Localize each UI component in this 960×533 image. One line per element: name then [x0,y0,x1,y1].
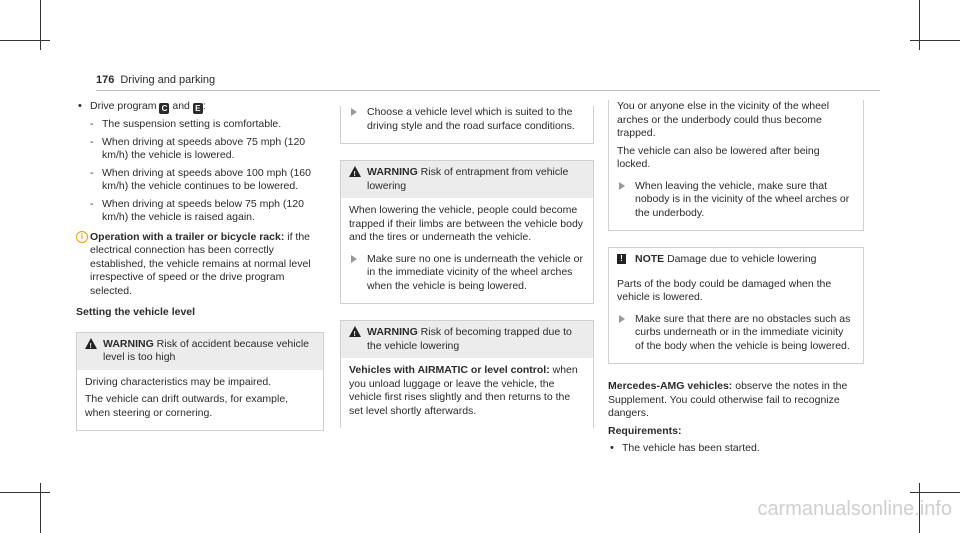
warning-header: ! WARNING Risk of entrapment from vehicle lowering [341,161,593,198]
column-2 [340,100,594,444]
list-item: - When driving at speeds above 75 mph (120 km/h) the vehicle is lowered. [76,136,324,163]
warning-body: Vehicles with AIRMATIC or level control: when you unload luggage or leave the vehicle, the vehicle first rises slightly and then returns to the set level shortly afterwards. [349,364,578,417]
column-3 [608,100,864,460]
step-item: Make sure no one is underneath the vehicle or in the immediate vicinity of the wheel arches when the vehicle is being lowered. [349,253,585,294]
warning-body: Driving characteristics may be impaired. The vehicle can drift outwards, for example, when steering or cornering. [85,375,289,419]
warning-box [76,332,324,432]
note-header: ! NOTE Damage due to vehicle lowering [609,248,863,272]
amg-paragraph: Mercedes-AMG vehicles: observe the notes in the Supplement. You could otherwise fail to recognize dangers. [608,380,848,419]
warning-body: When lowering the vehicle, people could become trapped if their limbs are between the vehicle body and the tires or underneath the vehicle. Make sure no one is underneath the vehicle or in the immediate vicinity of the wheel arches when the vehicle is being lowered. [349,204,584,292]
section-title: Driving and parking [120,74,216,86]
key-c-icon: C [159,103,169,114]
list-item: - When driving at speeds above 100 mph (160 km/h) the vehicle continues to be lowered. [76,167,324,194]
note-box [608,247,864,364]
warning-header: ! WARNING Risk of accident because vehicle level is too high [77,333,323,370]
crop-mark [40,0,41,50]
warning-icon [85,338,97,349]
note-body: Parts of the body could be damaged when the vehicle is lowered. Make sure that there are no obstacles such as curbs underneath or in the immediate vicinity of the body when the vehicle is being lowered. [609,272,863,364]
column-1 [76,100,324,447]
warning-icon [349,166,361,177]
note-icon: ! [617,254,626,264]
crop-mark [910,40,960,41]
crop-mark [910,492,960,493]
step-box [340,106,594,144]
page-header [96,74,880,91]
warning-box [340,160,594,304]
list-item: - When driving at speeds below 75 mph (120 km/h) the vehicle is raised again. [76,198,324,225]
info-icon: i [76,231,88,243]
crop-mark [0,40,50,41]
requirement-item: • The vehicle has been started. [608,442,864,456]
step-item: When leaving the vehicle, make sure that nobody is in the vicinity of the wheel arches or the underbody. [617,180,855,221]
warning-box [340,320,594,428]
warning-continued-box: You or anyone else in the vicinity of the wheel arches or the underbody could thus become trapped. The vehicle can also be lowered after being locked. When leaving the vehicle, make sure that nobody is in the vicinity of the wheel arches or the underbody. [608,100,864,231]
list-item: - The suspension setting is comfortable. [76,118,324,132]
watermark: carmanualsonline.info [757,498,952,520]
step-item: Choose a vehicle level which is suited to the driving style and the road surface conditions. [349,106,585,133]
warning-header: ! WARNING Risk of becoming trapped due to the vehicle lowering [341,321,593,358]
info-note: i Operation with a trailer or bicycle rack: if the electrical connection has been correctly established, the vehicle remains at normal level irrespective of speed or the drive program selected. [76,231,324,299]
drive-program-item: • Drive program C and E : [76,100,324,114]
crop-mark [0,492,50,493]
subheading: Setting the vehicle level [76,306,196,318]
step-item: Make sure that there are no obstacles such as curbs underneath or in the immediate vicinity of the body when the vehicle is being lowered. [617,313,855,354]
requirements-label: Requirements: [608,424,682,437]
crop-mark [40,483,41,533]
page-number: 176 [96,74,115,86]
crop-mark [919,0,920,50]
warning-icon [349,326,361,337]
key-e-icon: E [193,103,203,114]
